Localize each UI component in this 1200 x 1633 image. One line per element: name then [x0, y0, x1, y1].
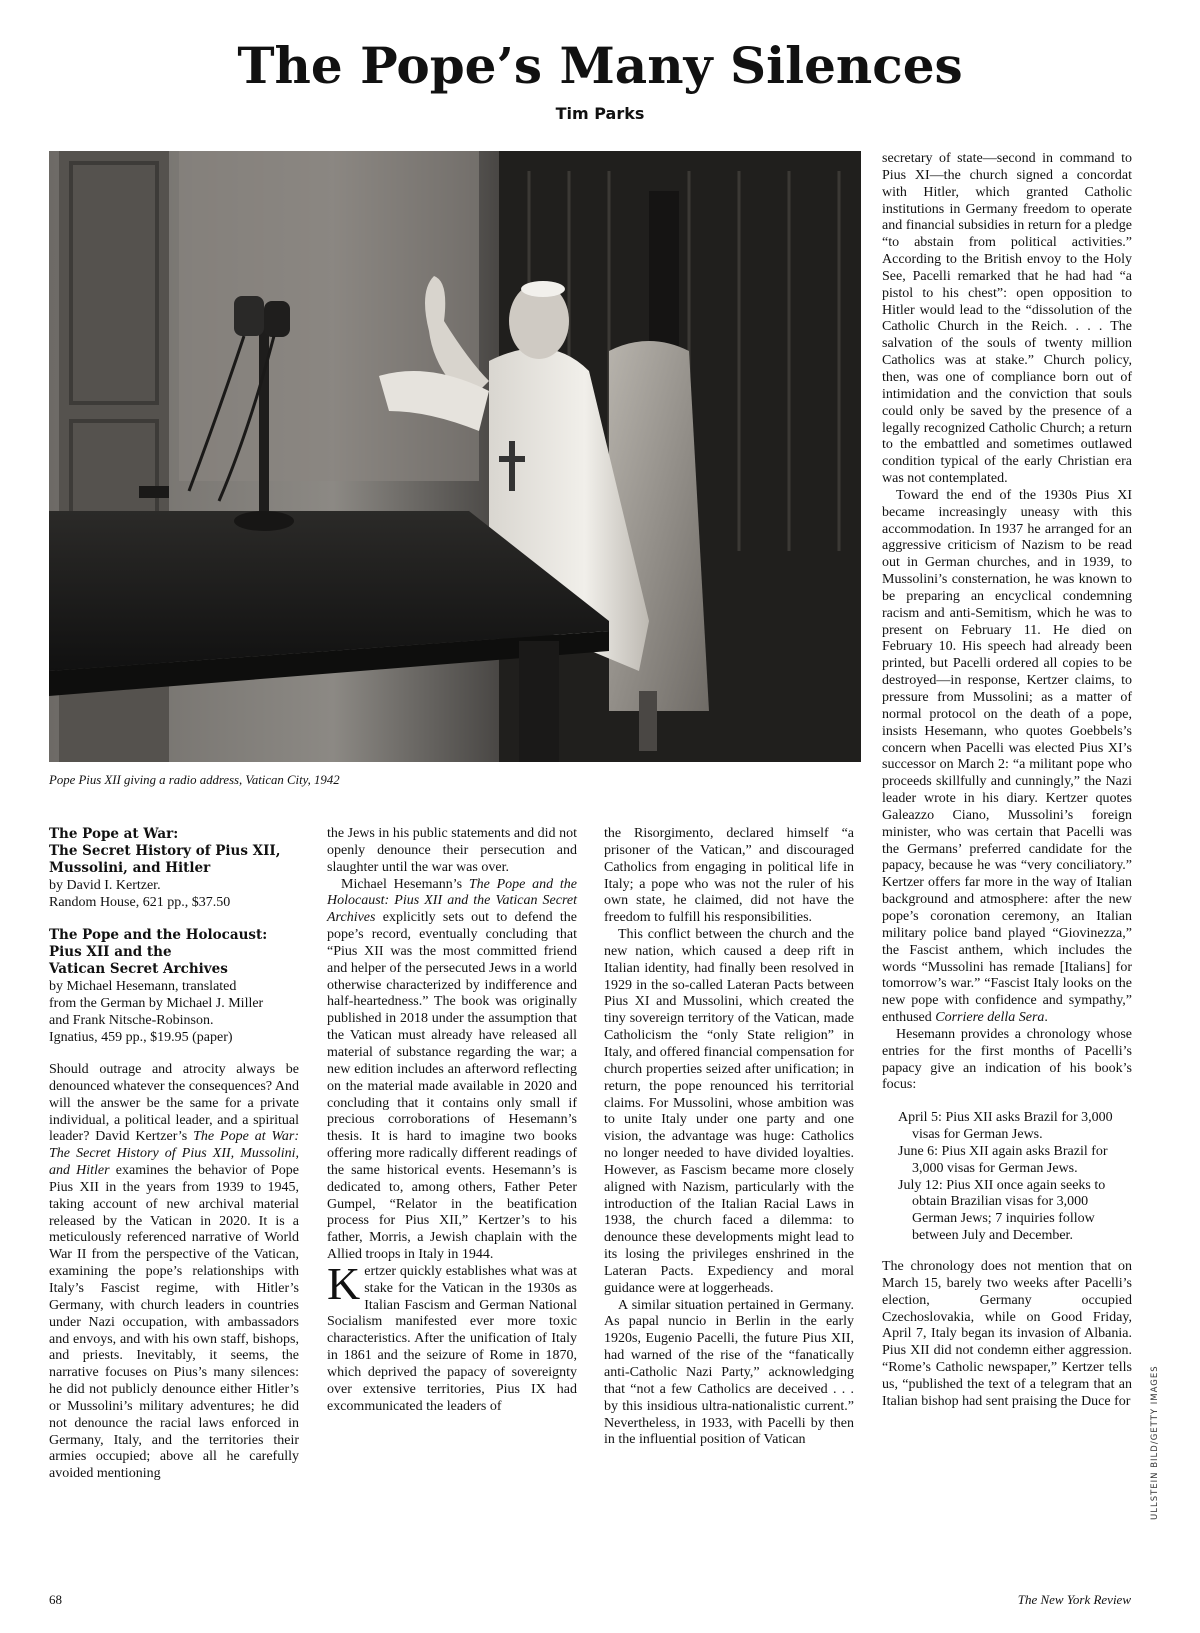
chronology-entry: July 12: Pius XII once again seeks to obtain Brazilian visas for 3,000 German Jews; 7 inquiries follow between July and December. [898, 1177, 1106, 1244]
book-info-line: Random House, 621 pp., $37.50 [49, 895, 231, 910]
body-paragraph: The chronology does not mention that on March 15, barely two weeks after Pacelli’s election, Germany occupied Czechoslovakia, while on Good Friday, April 7, Italy began its invasion of Albania. Pius XII did not condemn either aggression. “Rome’s Catholic newspaper,” Kertzer tells us, “published the text of a telegram that an Italian bishop had sent praising the Duce for [882, 1259, 1132, 1409]
body-paragraph: the Risorgimento, declared himself “a prisoner of the Vatican,” and discouraged Catholics from engaging in political life in Italy; a pope who was not the ruler of his own state, he claimed, did not have the freedom to fulfill his responsibilities. [604, 826, 854, 926]
body-paragraph: This conflict between the church and the new nation, which caused a deep rift in Italian identity, had finally been resolved in 1929 in the so-called Lateran Pacts between Pius XI and Mussolini, which created the tiny sovereign territory of the Vatican, made Catholicism the “only State religion” in Italy, and offered financial compensation for church properties seized after unification; in return, the pope renounced his territorial claims. For Mussolini, whose ambition was to unite Italy under one party and one vision, the advantage was huge: Catholics no longer needed to have divided loyalties. However, as Fascism became more closely aligned with Nazism, particularly with the introduction of the Italian Racial Laws in 1938, the church faced a dilemma: to denounce these developments might lead to its losing the privileges enshrined in the Lateran Pacts. Expediency and moral guidance were at loggerheads. [604, 927, 854, 1296]
book-title-line: Mussolini, and Hitler [49, 860, 211, 876]
book-title-line: The Pope at War: [49, 826, 179, 842]
page-number: 68 [49, 1592, 62, 1607]
article-photo [49, 151, 861, 762]
book-title-line: Vatican Secret Archives [49, 961, 228, 977]
drop-cap: K [327, 1257, 361, 1309]
book-info-line: by Michael Hesemann, translated [49, 979, 237, 994]
body-paragraph: the Jews in his public statements and did not openly denounce their persecution and slaughter until the war was over. [327, 826, 577, 875]
text-column-3 [604, 826, 854, 1449]
photo-pope-radio-address-icon [49, 151, 861, 762]
chronology-entry: June 6: Pius XII again asks Brazil for 3,000 visas for German Jews. [898, 1143, 1108, 1176]
body-paragraph: Should outrage and atrocity always be denounced whatever the consequences? And will the answer be the same for a private individual, a political leader, and a spiritual leader? David Kertzer’s The Pope at War: The Secret History of Pius XII, Mussolini, and Hitler examines the behavior of Pope Pius XII in the years from 1939 to 1945, taking account of new archival material released by the Vatican in 2020. It is a meticulously referenced narrative of World War II from the perspective of the Vatican, examining the pope’s relationships with Italy’s Fascist regime, with Hitler’s Germany, with church leaders in countries under Nazi occupation, with ambassadors and envoys, and with his own staff, bishops, and priests. Inevitably, it seems, the narrative focuses on Pius’s many silences: he did not publicly denounce either Hitler’s or Mussolini’s military adventures; he did not denounce the racial laws enforced in Germany, Italy, and the territories their armies occupied; above all he carefully avoided mentioning [49, 1062, 299, 1482]
body-paragraph: A similar situation pertained in Germany. As papal nuncio in Berlin in the early 1920s, Eugenio Pacelli, the future Pius XII, had warned of the rise of the “fanatically anti-Catholic Nazi Party,” acknowledging that “not a few Catholics are deceived . . . by this insidious ultra-nationalistic current.” Nevertheless, in 1933, with Pacelli by then in the influential position of Vatican [604, 1297, 854, 1448]
book-info-1 [49, 826, 299, 911]
article-title: The Pope’s Many Silences [237, 36, 963, 95]
body-paragraph: Michael Hesemann’s The Pope and the Holocaust: Pius XII and the Vatican Secret Archives explicitly sets out to defend the pope’s record, eventually concluding that “Pius XII was the most committed friend and helper of the persecuted Jews in a world otherwise characterized by indifference and half-heartedness.” The book was originally published in 2018 under the assumption that the Vatican must already have released all material of substance regarding the war; a new edition includes an afterword reflecting on the material made available in 2020 and concluding that it contains only small if precious corroborations of Hesemann’s thesis. It is hard to imagine two books offering more radically different readings of the same historical events. Hesemann’s is dedicated to, among others, Father Peter Gumpel, “Relator in the beatification process for Pius XII,” Kertzer’s to his father, Morris, a Jewish chaplain with the Allied troops in Italy in 1944. [327, 876, 577, 1263]
book-title-line: The Secret History of Pius XII, [49, 843, 281, 859]
book-title-line: The Pope and the Holocaust: [49, 927, 268, 943]
author-byline: Tim Parks [555, 104, 645, 123]
text-column-1 [49, 826, 299, 1483]
chronology-list [898, 1110, 1132, 1245]
book-info-line: Ignatius, 459 pp., $19.95 (paper) [49, 1030, 233, 1045]
body-paragraph: Kertzer quickly establishes what was at stake for the Vatican in the 1930s as Italian Fascism and German National Socialism manifested ever more toxic characteristics. After the unification of Italy in 1861 and the seizure of Rome in 1870, which deprived the papacy of sovereignty over extensive territories, Pius IX had excommunicated the leaders of [327, 1257, 577, 1414]
text-column-2 [327, 826, 577, 1416]
chronology-entry: April 5: Pius XII asks Brazil for 3,000 visas for German Jews. [898, 1110, 1113, 1143]
book-info-line: by David I. Kertzer. [49, 878, 161, 893]
photo-credit: ULLSTEIN BILD/GETTY IMAGES [1150, 1365, 1160, 1520]
book-title-line: Pius XII and the [49, 944, 172, 960]
body-paragraph: Toward the end of the 1930s Pius XI became increasingly uneasy with this accommodation. In 1937 he arranged for an aggressive criticism of Nazism to be read out in German churches, and in 1939, to Mussolini’s consternation, he was known to be preparing an encyclical condemning racism and anti-Semitism, which he was to present on February 11. He died on February 10. His speech had already been printed, but Pacelli ordered all copies to be destroyed—in response, Kertzer claims, to pressure from Mussolini; as a matter of normal protocol on the death of a pope, insists Hesemann, who quotes Goebbels’s concern when Pacelli was elected Pius XI’s successor on March 2: “a militant pope who proceeds skillfully and cunningly,” the Nazi leader wrote in his diary. Kertzer quotes Galeazzo Ciano, Mussolini’s foreign minister, who was certain that Pacelli was the Germans’ preferred candidate for the papacy, because he was “very conciliatory.” Kertzer offers far more in the way of Italian background and atmosphere: after the new pope’s coronation ceremony, an Italian military police band played “Giovinezza,” the Fascist anthem, which includes the words “Mussolini has remade [Italians] for tomorrow’s war.” “Fascist Italy looks on the new pope with confidence and sympathy,” enthused Corriere della Sera. [882, 487, 1132, 1026]
publication-name: The New York Review [1017, 1592, 1131, 1607]
body-paragraph: secretary of state—second in command to Pius XI—the church signed a concordat with Hitler, which granted Catholic institutions in Germany freedom to operate and financial subsidies in return for a pledge “to abstain from political activities.” According to the British envoy to the Holy See, Pacelli remarked that he had had “a pistol to his chest”: open opposition to Hitler would lead to the “dissolution of the Catholic Church in the Reich. . . . The salvation of the souls of twenty million Catholics was at stake.” Church policy, then, was one of compliance born out of intimidation and the conviction that souls could only be saved by the presence of a legally recognized Catholic Church; a return to the embattled and sometimes outlawed condition typical of the early Christian era was not contemplated. [882, 151, 1132, 487]
book-info-line: from the German by Michael J. Miller [49, 996, 264, 1011]
book-info-line: and Frank Nitsche-Robinson. [49, 1013, 214, 1028]
text-column-4 [882, 151, 1132, 1411]
photo-caption: Pope Pius XII giving a radio address, Vatican City, 1942 [49, 773, 340, 787]
body-paragraph: Hesemann provides a chronology whose entries for the first months of Pacelli’s papacy give an indication of his book’s focus: [882, 1026, 1132, 1093]
book-info-2 [49, 927, 299, 1046]
